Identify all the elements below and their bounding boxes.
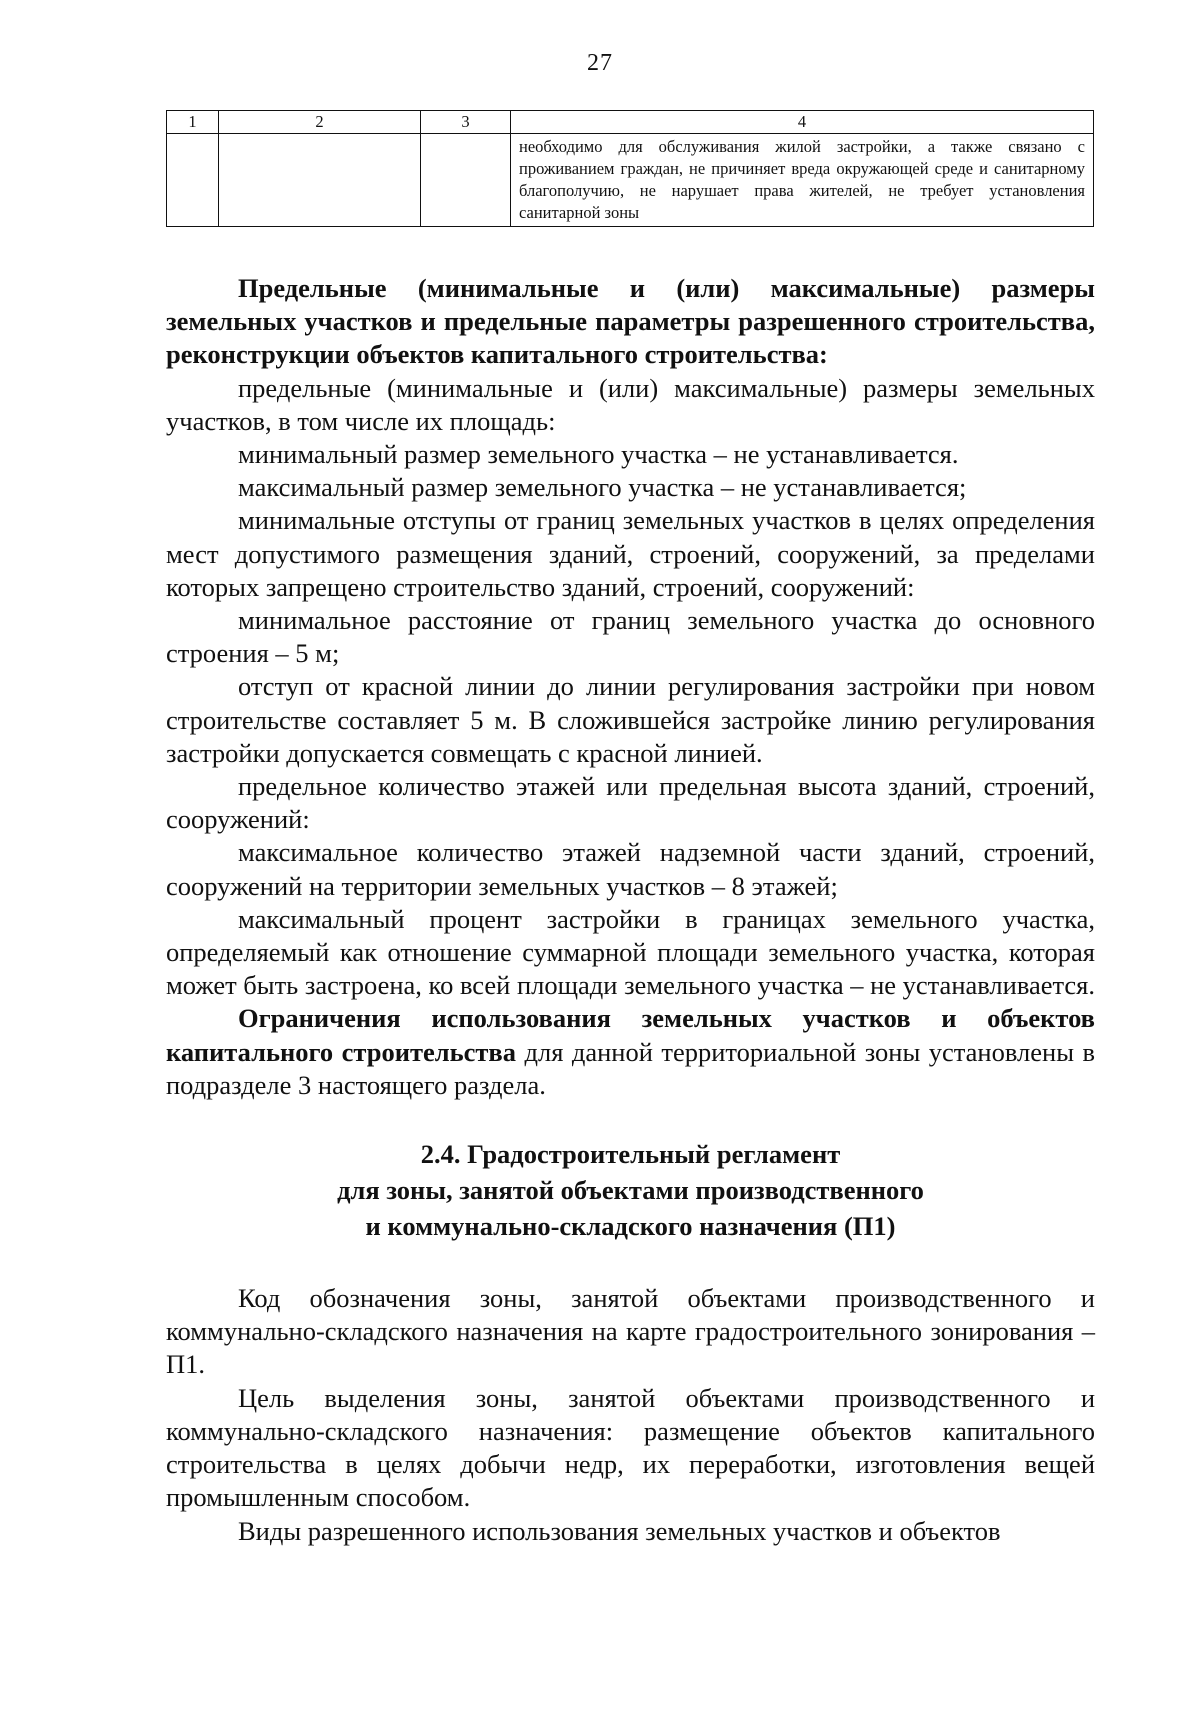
table-cell <box>421 134 511 227</box>
paragraph: минимальное расстояние от границ земельного участка до основного строения – 5 м; <box>166 605 1095 669</box>
paragraph: минимальный размер земельного участка – не устанавливается. <box>238 439 959 470</box>
paragraph: Виды разрешенного использования земельных участков и объектов <box>238 1515 1001 1546</box>
paragraph: максимальный размер земельного участка – не устанавливается; <box>238 472 967 503</box>
heading-line: 2.4. Градостроительный регламент <box>420 1139 841 1170</box>
paragraph: максимальный процент застройки в границах земельного участка, определяемый как отношение суммарной площади земельного участка, которая может быть застроена, ко всей площади земельного участка – не устанавливается. <box>166 903 1096 1001</box>
continuation-table <box>166 110 1094 227</box>
table-header-cell: 1 <box>167 111 219 134</box>
table-header-row <box>167 111 1094 134</box>
page-number: 27 <box>587 50 613 76</box>
table-header-cell: 3 <box>421 111 511 134</box>
table-cell-description: необходимо для обслуживания жилой застройки, а также связано с проживанием граждан, не причиняет вреда окружающей среде и санитарному благополучию, не нарушает права жителей, не требует установления санитарной зоны <box>511 134 1094 227</box>
restrictions-bold: Ограничения использования земельных участков и объектов капитального строительства <box>166 1003 1095 1067</box>
paragraph: предельные (минимальные и (или) максимальные) размеры земельных участков, в том числе их площадь: <box>166 372 1095 436</box>
restrictions-paragraph <box>166 1002 1095 1102</box>
section-title-limits: Предельные (минимальные и (или) максимальные) размеры земельных участков и предельные параметры разрешенного строительства, реконструкции объектов капитального строительства: <box>166 273 1095 370</box>
table-cell <box>167 134 219 227</box>
heading-line: и коммунально-складского назначения (П1) <box>365 1211 896 1242</box>
paragraph: максимальное количество этажей надземной части зданий, строений, сооружений на территории земельных участков – 8 этажей; <box>166 837 1095 901</box>
section-heading-2-4 <box>166 1136 1095 1244</box>
table-cell <box>219 134 421 227</box>
table-header-cell: 4 <box>511 111 1094 134</box>
paragraph: минимальные отступы от границ земельных участков в целях определения мест допустимого размещения зданий, строений, сооружений, за пределами которых запрещено строительство зданий, строений, сооружений: <box>166 505 1095 602</box>
paragraph: Код обозначения зоны, занятой объектами производственного и коммунально-складского назначения на карте градостроительного зонирования – П1. <box>166 1283 1095 1380</box>
table-row <box>167 134 1094 227</box>
paragraph: предельное количество этажей или предельная высота зданий, строений, сооружений: <box>166 771 1095 835</box>
table-header-cell: 2 <box>219 111 421 134</box>
restrictions-text: для данной территориальной зоны установлены в подразделе 3 настоящего раздела. <box>166 1036 1095 1100</box>
document-body <box>166 272 1095 1548</box>
paragraph: Цель выделения зоны, занятой объектами производственного и коммунально-складского назначения: размещение объектов капитального строительства в целях добычи недр, их переработки, изготовления вещей промышленным способом. <box>166 1382 1095 1513</box>
heading-line: для зоны, занятой объектами производственного <box>337 1175 924 1206</box>
paragraph: отступ от красной линии до линии регулирования застройки при новом строительстве составляет 5 м. В сложившейся застройке линию регулирования застройки допускается совмещать с красной линией. <box>166 671 1095 768</box>
